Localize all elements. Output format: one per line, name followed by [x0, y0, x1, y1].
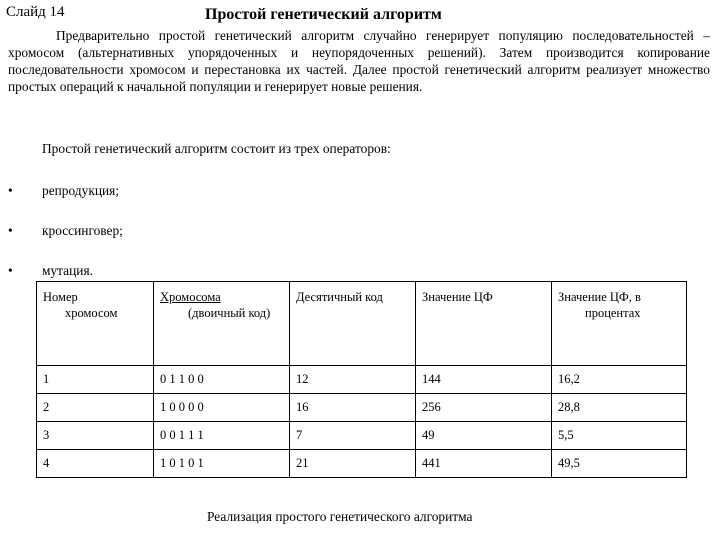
table-row — [37, 422, 687, 450]
table-cell: 0 0 1 1 1 — [154, 422, 290, 450]
table-caption: Реализация простого генетического алгоритма — [207, 509, 473, 524]
bullet-text: мутация. — [42, 263, 93, 278]
page-title: Простой генетический алгоритм — [205, 6, 442, 23]
bullet-text: репродукция; — [42, 183, 120, 198]
table-cell: 16 — [290, 394, 416, 422]
table-row — [37, 394, 687, 422]
operators-lead: Простой генетический алгоритм состоит из трех операторов: — [42, 141, 391, 156]
table-cell: 256 — [416, 394, 552, 422]
table-cell: 4 — [37, 450, 154, 478]
slide-number: Слайд 14 — [6, 4, 65, 20]
table-cell: 3 — [37, 422, 154, 450]
header-text: процентах — [585, 306, 641, 320]
header-text: Десятичный код — [296, 290, 383, 304]
bullet-text: кроссинговер; — [42, 223, 123, 238]
header-fitness-percent — [552, 282, 687, 366]
bullet-icon: • — [8, 263, 13, 278]
table-row — [37, 366, 687, 394]
chromosome-table — [36, 281, 687, 478]
header-chromosome-number — [37, 282, 154, 366]
header-text: Номер — [43, 290, 78, 304]
table-cell: 5,5 — [552, 422, 687, 450]
intro-paragraph: Предварительно простой генетический алгоритм случайно генерирует популяцию последовательностей – хромосом (альтернативных упорядоченных и неупорядоченных решений). Затем производится копирование последовательности хромосом и перестановка их частей. Далее простой генетический алгоритм реализует множество простых операций к начальной популяции и генерирует новые решения. — [8, 28, 710, 94]
table-cell: 7 — [290, 422, 416, 450]
table-cell: 441 — [416, 450, 552, 478]
table-cell: 144 — [416, 366, 552, 394]
header-text: (двоичный код) — [188, 306, 271, 320]
table-cell: 16,2 — [552, 366, 687, 394]
header-text: Значение ЦФ — [422, 290, 493, 304]
header-fitness-value — [416, 282, 552, 366]
table-cell: 1 — [37, 366, 154, 394]
table-cell: 1 0 1 0 1 — [154, 450, 290, 478]
table-cell: 21 — [290, 450, 416, 478]
bullet-icon: • — [8, 223, 13, 238]
header-decimal-code — [290, 282, 416, 366]
table-cell: 0 1 1 0 0 — [154, 366, 290, 394]
table-cell: 49,5 — [552, 450, 687, 478]
table-cell: 1 0 0 0 0 — [154, 394, 290, 422]
header-text: Хромосома — [160, 290, 221, 304]
table-cell: 28,8 — [552, 394, 687, 422]
header-text: хромосом — [65, 306, 118, 320]
table-cell: 49 — [416, 422, 552, 450]
table-header-row — [37, 282, 687, 366]
table-cell: 2 — [37, 394, 154, 422]
table-row — [37, 450, 687, 478]
table-cell: 12 — [290, 366, 416, 394]
bullet-icon: • — [8, 183, 13, 198]
header-text: Значение ЦФ, в — [558, 290, 641, 304]
header-chromosome — [154, 282, 290, 366]
